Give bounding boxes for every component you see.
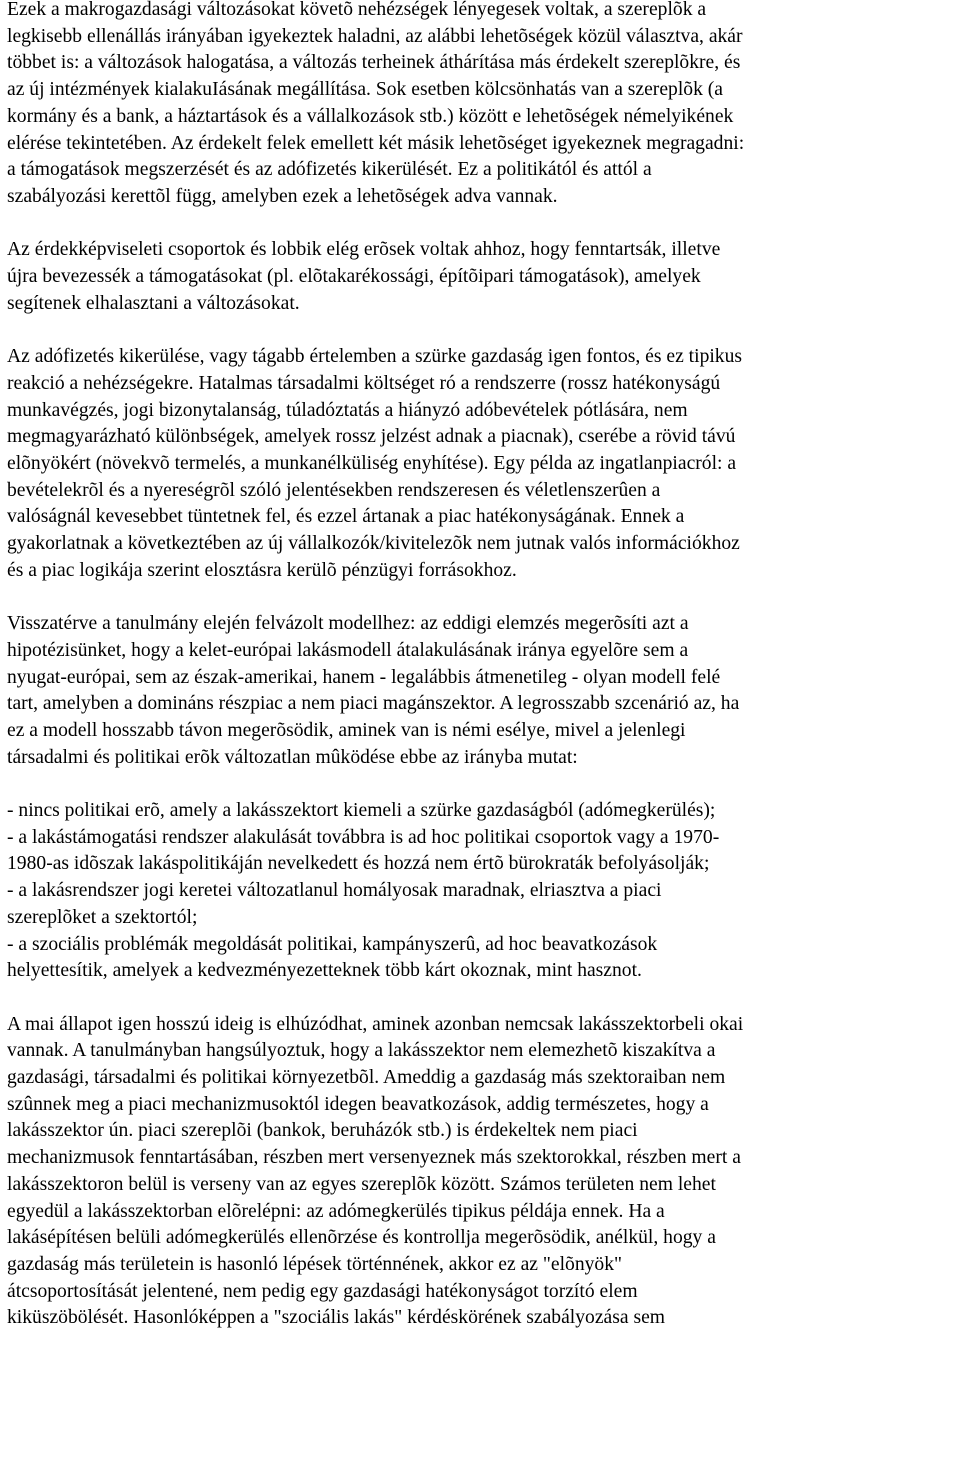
text-line: Ezek a makrogazdasági változásokat követõ nehézségek lényegesek voltak, a szereplõk a [7, 0, 707, 20]
paragraph-1 [7, 0, 952, 211]
text-line: - a szociális problémák megoldását politikai, kampányszerû, ad hoc beavatkozások [7, 933, 658, 955]
paragraph-2 [7, 237, 952, 317]
text-line: kormány és a bank, a háztartások és a vállalkozások stb.) között e lehetõségek némelyikének [7, 105, 734, 127]
text-line: átcsoportosítását jelentené, nem pedig egy gazdasági hatékonyságot torzító elem [7, 1280, 638, 1302]
text-line: ez a modell hosszabb távon megerõsödik, aminek van is némi esélye, mivel a jelenlegi [7, 719, 686, 741]
text-line: valóságnál kevesebbet tüntetnek fel, és ezzel ártanak a piac hatékonyságának. Ennek a [7, 506, 685, 528]
text-line: lakásépítésen belüli adómegkerülés ellenõrzése és kontrollja megerõsödik, anélkül, hogy a [7, 1227, 716, 1249]
text-line: gazdaság más területein is hasonló lépések történnének, akkor ez az "elõnyök" [7, 1253, 623, 1275]
text-line: - a lakásrendszer jogi keretei változatlanul homályosak maradnak, elriasztva a piaci [7, 880, 662, 902]
text-line: lakásszektor ún. piaci szereplõi (bankok, beruházók stb.) is érdekeltek nem piaci [7, 1120, 638, 1142]
text-line: többet is: a változások halogatása, a változás terheinek áthárítása más érdekelt szereplõkre, és [7, 52, 741, 74]
text-line: A mai állapot igen hosszú ideig is elhúzódhat, aminek azonban nemcsak lakásszektorbeli okai [7, 1013, 744, 1035]
text-line: tart, amelyben a domináns részpiac a nem piaci magánszektor. A legrosszabb szcenárió az, ha [7, 693, 740, 715]
text-line: bevételekrõl és a nyereségrõl szóló jelentésekben rendszeresen és véletlenszerûen a [7, 479, 661, 501]
text-line: gyakorlatnak a következtében az új vállalkozók/kivitelezõk nem jutnak valós információkhoz [7, 533, 740, 555]
text-line: szereplõket a szektortól; [7, 906, 198, 928]
text-line: mechanizmusok fenntartásában, részben mert versenyeznek más szektorokkal, részben mert a [7, 1147, 741, 1169]
text-line: segítenek elhalasztani a változásokat. [7, 292, 300, 314]
text-line: kiküszöbölését. Hasonlóképpen a "szociális lakás" kérdéskörének szabályozása sem [7, 1307, 666, 1329]
text-line: - nincs politikai erõ, amely a lakásszektort kiemeli a szürke gazdaságból (adómegkerülés); [7, 800, 716, 822]
text-line: - a lakástámogatási rendszer alakulását továbbra is ad hoc politikai csoportok vagy a 1970- [7, 826, 720, 848]
text-line: gazdasági, társadalmi és politikai környezetbõl. Ameddig a gazdaság más szektoraiban nem [7, 1067, 726, 1089]
text-line: egyedül a lakásszektorban elõrelépni: az adómegkerülés tipikus példája ennek. Ha a [7, 1200, 665, 1222]
text-line: vannak. A tanulmányban hangsúlyoztuk, hogy a lakásszektor nem elemezhetõ kiszakítva a [7, 1040, 716, 1062]
text-line: helyettesítik, amelyek a kedvezményezetteknek több kárt okoznak, mint hasznot. [7, 960, 642, 982]
text-line: lakásszektoron belül is verseny van az egyes szereplõk között. Számos területen nem lehet [7, 1173, 716, 1195]
paragraph-3 [7, 344, 952, 584]
paragraph-6 [7, 1012, 952, 1332]
text-line: nyugat-európai, sem az észak-amerikai, hanem - legalábbis átmenetileg - olyan modell felé [7, 666, 721, 688]
text-line: legkisebb ellenállás irányában igyekeztek haladni, az alábbi lehetõségek közül választva, akár [7, 25, 743, 47]
text-line: elõnyökért (növekvõ termelés, a munkanélküliség enyhítése). Egy példa az ingatlanpiacról: a [7, 452, 737, 474]
text-line: reakció a nehézségekre. Hatalmas társadalmi költséget ró a rendszerre (rossz hatékonyságú [7, 372, 721, 394]
text-line: az új intézmények kialakuIásának megállítása. Sok esetben kölcsönhatás van a szereplõk (a [7, 79, 723, 101]
text-line: Az adófizetés kikerülése, vagy tágabb értelemben a szürke gazdaság igen fontos, és ez tipikus [7, 346, 743, 368]
text-line: megmagyarázható különbségek, amelyek rossz jelzést adnak a piacnak), cserébe a rövid távú [7, 426, 736, 448]
text-line: társadalmi és politikai erõk változatlan mûködése ebbe az irányba mutat: [7, 746, 578, 768]
text-line: és a piac logikája szerint elosztásra kerülõ pénzügyi forrásokhoz. [7, 559, 517, 581]
text-line: a támogatások megszerzését és az adófizetés kikerülését. Ez a politikától és attól a [7, 159, 652, 181]
paragraph-4 [7, 611, 952, 771]
text-line: munkavégzés, jogi bizonytalanság, túladóztatás a hiányzó adóbevételek pótlására, nem [7, 399, 688, 421]
text-line: 1980-as idõszak lakáspolitikáján nevelkedett és hozzá nem értõ bürokraták befolyásolják; [7, 853, 710, 875]
text-line: szûnnek meg a piaci mechanizmusoktól idegen beavatkozások, addig természetes, hogy a [7, 1093, 709, 1115]
text-line: elérése tekintetében. Az érdekelt felek emellett két másik lehetõséget igyekeznek megragadni: [7, 132, 745, 154]
paragraph-5-list [7, 798, 952, 985]
text-line: hipotézisünket, hogy a kelet-európai lakásmodell átalakulásának iránya egyelõre sem a [7, 639, 689, 661]
text-line: újra bevezessék a támogatásokat (pl. elõtakarékossági, építõipari támogatások), amelyek [7, 266, 701, 288]
text-line: Visszatérve a tanulmány elején felvázolt modellhez: az eddigi elemzés megerõsíti azt a [7, 613, 689, 635]
text-line: Az érdekképviseleti csoportok és lobbik elég erõsek voltak ahhoz, hogy fenntartsák, illetve [7, 239, 721, 261]
text-line: szabályozási kerettõl függ, amelyben ezek a lehetõségek adva vannak. [7, 185, 558, 207]
